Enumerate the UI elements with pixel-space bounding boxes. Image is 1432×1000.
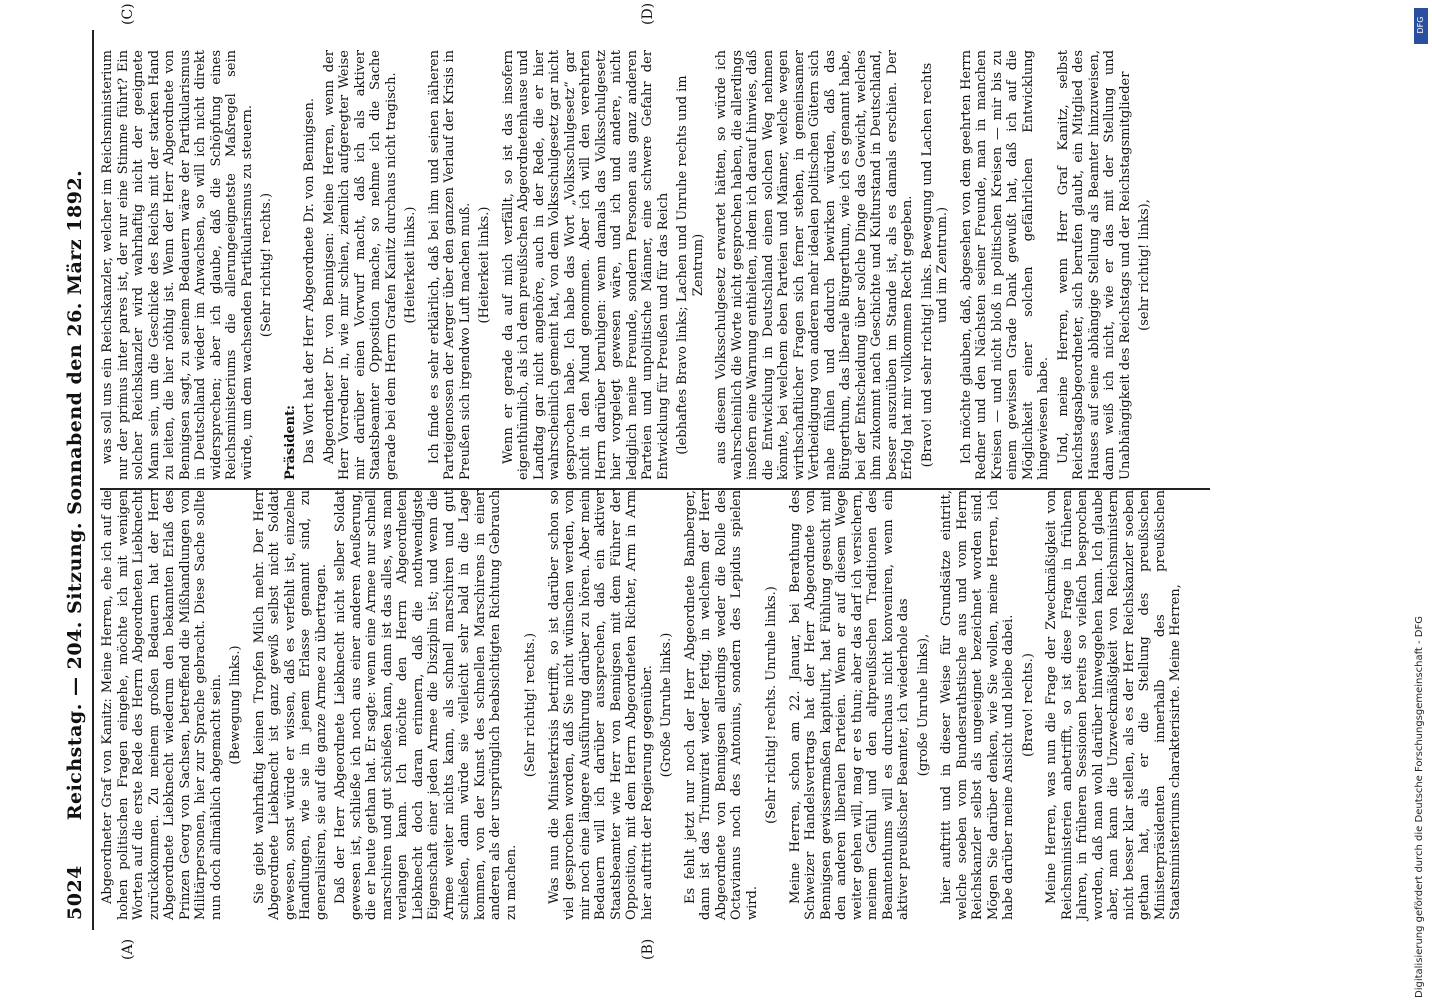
paragraph: Was nun die Ministerkrisis betrifft, so ist darüber schon so viel gesprochen worden, daß Sie nicht wünschen werden, von mir noch eine längere Ausführung darüber zu hören. Aber mein Bedauern will ich darüber aussprechen, daß ein aktiver Staatsbeamter wie Herr von Bennigsen mit dem Führer der Opposition, mit dem Herrn Abgeordneten Richter, Arm in Arm hier auftritt der Regierung gegenüber. bbox=[546, 490, 655, 920]
right-column bbox=[100, 50, 1161, 480]
paragraph: hier auftritt und in dieser Weise für Grundsätze eintritt, welche soeben vom Bundesrathstische aus und vom Herrn Reichskanzler selbst als ungeeignet bezeichnet worden sind. Mögen Sie darüber denken, wie Sie wollen, meine Herren, ich habe darüber meine Ansicht und bleibe dabei. bbox=[939, 490, 1016, 920]
header-rule bbox=[92, 30, 94, 930]
margin-mark-d: (D) bbox=[640, 2, 656, 25]
margin-mark-a: (A) bbox=[120, 938, 136, 960]
paragraph: Ich möchte glauben, daß, abgesehen von dem geehrten Herrn Redner und den Nächsten seiner Freunde, man in manchen Kreisen — und nicht bloß in politischen Kreisen — mir bis zu einem gewissen Grade Dank gewußt hat, daß ich auf die Möglichkeit einer solchen gefährlichen Entwicklung hingewiesen habe. bbox=[958, 50, 1051, 480]
paragraph: Daß der Herr Abgeordnete Liebknecht nicht selber Soldat gewesen ist, schließe ich noch aus einer anderen Aeußerung, die er heute gethan hat. Er sagte: wenn eine Armee nur schnell marschiren und gut schießen kann, dann ist das alles, was man verlangen kann. Ich möchte den Herrn Abgeordneten Liebknecht doch daran erinnern, daß die nothwendigste Eigenschaft einer jeden Armee die Disziplin ist; und wenn die Armee weiter nichts kann, als schnell marschiren und gut schießen, dann würde sie vielleicht sehr bald in die Lage kommen, von der Kunst des schnellen Marschirens in einer anderen als der ursprünglich beabsichtigten Richtung Gebrauch zu machen. bbox=[333, 490, 519, 920]
paragraph: Abgeordneter Dr. von Bennigsen: Meine Herren, wenn der Herr Vorredner in, wie mir schien, ziemlich aufgeregter Weise mir darüber einen Vorwurf macht, daß ich als aktiver Staatsbeamter Opposition mache, so nehme ich die Sache gerade bei dem Herrn Grafen Kanitz durchaus nicht tragisch. bbox=[321, 50, 399, 480]
paragraph: Das Wort hat der Herr Abgeordnete Dr. von Bennigsen. bbox=[302, 98, 317, 464]
remark: (Bewegung links.) bbox=[228, 645, 243, 765]
remark: (lebhaftes Bravo links; Lachen und Unruhe rechts und im Zentrum) bbox=[675, 75, 706, 455]
remark: (Heiterkeit links.) bbox=[403, 206, 418, 324]
paragraph: Wenn er gerade da auf mich verfällt, so ist das insofern eigenthümlich, als ich dem preußischen Abgeordnetenhause und Landtag gar nicht angehöre, auch in der Rede, die er hier wahrscheinlich gemeint hat, von dem Volksschulgesetz gar nicht gesprochen habe. Ich habe das Wort „Volksschulgesetz“ gar nicht in den Mund genommen. Aber ich will den verehrten Herrn darüber beruhigen: wenn damals das Volksschulgesetz hier vorgelegt gewesen wäre, und ich und andere, nicht lediglich meine Freunde, sondern Personen aus ganz anderen Parteien und unpolitische Männer, eine schwere Gefahr der Entwicklung für Preußen und für das Reich bbox=[500, 50, 671, 480]
paragraph: Meine Herren, was nun die Frage der Zweckmäßigkeit von Reichsministerien anbetrifft, so ist diese Frage in früheren Jahren, in früheren Sessionen bereits so vielfach besprochen worden, daß man wohl darüber hinweggehen kann. Ich glaube aber, man kann die Unzweckmäßigkeit von Reichsministern nicht besser klar stellen, als es der Herr Reichskanzler soeben gethan hat, als er die Stellung des preußischen Ministerpräsidenten innerhalb des preußischen Staatsministeriums charakterisirte. Meine Herren, bbox=[1044, 490, 1183, 920]
remark: (sehr richtig! links), bbox=[1137, 199, 1152, 331]
running-header bbox=[60, 30, 90, 960]
left-column bbox=[100, 490, 1188, 920]
president-label: Präsident: bbox=[282, 405, 298, 480]
paragraph: Und, meine Herren, wenn Herr Graf Kanitz, selbst Reichstagsabgeordneter, sich berufen glaubt, ein Mitglied des Hauses auf seine abhängige Stellung als Beamter hinzuweisen, dann weiß ich nicht, wie er das mit der Stellung und Unabhängigkeit des Reichstags und der Reichstagsmitglieder bbox=[1055, 50, 1133, 480]
remark: (Sehr richtig! rechts. Unruhe links.) bbox=[764, 586, 779, 824]
paragraph: Meine Herren, schon am 22. Januar, bei Berathung des Schweizer Handelsvertrags hat der Herr Abgeordnete von Bennigsen gewissermaßen kapitulirt, hat Fühlung gesucht mit den anderen liberalen Parteien. Wenn er auf diesem Wege weiter gehen will, mag er es thun; aber das darf ich versichern, meinem Gefühl und den altpreußischen Traditionen des Beamtenthums will es durchaus nicht konveniren, wenn ein aktiver preußischer Beamter, ich wiederhole das bbox=[787, 490, 911, 920]
paragraph: was soll uns ein Reichskanzler, welcher im Reichsministerium nur der primus inter pares ist, der nur eine Stimme führt? Ein solcher Reichskanzler wird wahrhaftig nicht der geeignete Mann sein, um die Geschicke des Reichs mit der starken Hand zu leiten, die hier nöthig ist. Wenn der Herr Abgeordnete von Bennigsen sagt, zu seinem Bedauern wäre der Partikularismus in Deutschland wieder im Anwachsen, so will ich nicht direkt widersprechen; aber ich glaube, daß die Schöpfung eines Reichsministeriums die allerungeeignetste Maßregel sein würde, um dem wachsenden Partikularismus zu steuern. bbox=[100, 50, 255, 480]
margin-mark-b: (B) bbox=[640, 938, 656, 960]
remark: (Bravo! rechts.) bbox=[1020, 653, 1036, 757]
remark: (Sehr richtig! rechts.) bbox=[523, 632, 538, 778]
credit-text: Digitalisierung gefördert durch die Deutsche Forschungsgemeinschaft - DFG bbox=[1414, 615, 1425, 998]
remark: (Große Unruhe links.) bbox=[659, 632, 674, 778]
remark: (Heiterkeit links.) bbox=[477, 206, 492, 324]
remark: (Bravo! und sehr richtig! links. Bewegung und Lachen rechts und im Zentrum.) bbox=[919, 62, 950, 468]
paragraph: Ich finde es sehr erklärlich, daß bei ihm und seinen näheren Parteigenossen der Aerger über den ganzen Verlauf der Krisis in Preußen sich irgendwo Luft machen muß. bbox=[426, 50, 473, 480]
margin-mark-c: (C) bbox=[120, 3, 136, 25]
header-title: Reichstag. — 204. Sitzung. Sonnabend den 26. März 1892. bbox=[64, 169, 86, 821]
dfg-logo-text: DFG bbox=[1416, 16, 1425, 34]
paragraph: Sie giebt wahrhaftig keinen Tropfen Milch mehr. Der Herr Abgeordnete Liebknecht ist ganz gewiß selbst nicht Soldat gewesen, sonst würde er wissen, daß es verfehlt ist, einzelne Handlungen, wie sie in jenem Erlasse genannt sind, zu generalisiren, sie auf die ganze Armee zu übertragen. bbox=[251, 490, 329, 920]
paragraph: aus diesem Volksschulgesetz erwartet hätten, so würde ich wahrscheinlich die Worte nicht gesprochen haben, die allerdings insofern eine Warnung enthielten, indem ich darauf hinwies, daß die Entwicklung in Deutschland einen solchen Weg nehmen könnte, bei welchem eben Parteien und Männer, welche wegen wirthschaftlicher Fragen sich ferner stehen, in gemeinsamer Vertheidigung von anderen mehr idealen politischen Gütern sich nahe fühlen und dadurch bewirken würden, daß das Bürgerthum, das liberale Bürgerthum, wie ich es genannt habe, bei der Entscheidung über solche Dinge das Gewicht, welches ihm zukommt nach Geschichte und Kulturstand in Deutschland, besser auszuüben im Stande ist, als es damals erschien. Der Erfolg hat mir vollkommen Recht gegeben. bbox=[714, 50, 915, 480]
paragraph: Es fehlt jetzt nur noch der Herr Abgeordnete Bamberger, dann ist das Triumvirat wieder fertig, in welchem der Herr Abgeordnete von Bennigsen allerdings weder die Rolle des Octavianus noch des Antonius, sondern des Lepidus spielen wird. bbox=[682, 490, 760, 920]
page-number: 5024 bbox=[64, 865, 86, 920]
paragraph: Abgeordneter Graf von Kanitz: Meine Herren, ehe ich auf die hohen politischen Fragen eingehe, möchte ich mit wenigen Worten auf die erste Rede des Herrn Abgeordneten Liebknecht zurückkommen. Zu meinem großen Bedauern hat der Herr Abgeordnete Liebknecht wiederum den bekannten Erlaß des Prinzen Georg von Sachsen, betreffend die Mißhandlungen von Militärpersonen, hier zur Sprache gebracht. Diese Sache sollte nun doch allmählich abgemacht sein. bbox=[100, 490, 224, 920]
digitization-credit bbox=[1412, 8, 1428, 998]
remark: (große Unruhe links), bbox=[915, 633, 931, 777]
remark: (Sehr richtig! rechts.) bbox=[259, 192, 274, 338]
